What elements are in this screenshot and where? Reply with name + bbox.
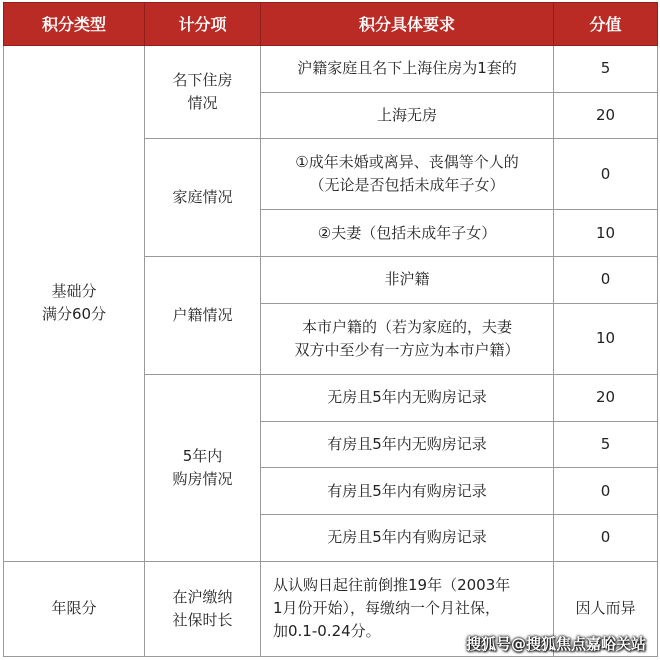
requirement-line1: ①成年未婚或离异、丧偶等个人的	[295, 153, 519, 172]
header-type: 积分类型	[4, 3, 145, 46]
requirement-cell: 沪籍家庭且名下上海住房为1套的	[261, 46, 554, 93]
type-basic	[4, 46, 145, 562]
requirement-cell: 上海无房	[261, 92, 554, 139]
item-purchase-line2: 购房情况	[172, 469, 233, 488]
header-requirement: 积分具体要求	[261, 3, 554, 46]
requirement-cell: 无房且5年内有购房记录	[261, 514, 554, 561]
type-basic-line2: 满分60分	[41, 305, 107, 324]
requirement-cell: 非沪籍	[261, 257, 554, 304]
item-housing-line1: 名下住房	[172, 71, 233, 90]
item-housing	[145, 46, 261, 139]
points-table	[3, 2, 658, 657]
score-cell: 5	[554, 46, 658, 93]
score-cell: 20	[554, 92, 658, 139]
requirement-cell	[261, 139, 554, 210]
item-purchase-line1: 5年内	[182, 446, 223, 465]
header-row	[4, 3, 658, 46]
score-cell: 10	[554, 210, 658, 257]
score-cell: 0	[554, 514, 658, 561]
item-housing-line2: 情况	[187, 94, 218, 113]
score-cell: 10	[554, 303, 658, 374]
score-cell: 0	[554, 139, 658, 210]
requirement-cell: 无房且5年内无购房记录	[261, 374, 554, 421]
score-cell: 20	[554, 374, 658, 421]
requirement-line1: 从认购日起往前倒推19年（2003年	[273, 576, 511, 595]
watermark: 搜狐号@搜狐焦点嘉峪关站	[465, 635, 646, 653]
score-cell: 0	[554, 468, 658, 515]
item-hukou: 户籍情况	[145, 257, 261, 375]
score-cell: 因人而异	[554, 561, 658, 656]
requirement-line3: 加0.1-0.24分。	[273, 622, 381, 641]
item-si-line2: 社保时长	[172, 610, 233, 629]
item-si-line1: 在沪缴纳	[172, 587, 233, 606]
type-years: 年限分	[4, 561, 145, 656]
item-family: 家庭情况	[145, 139, 261, 257]
requirement-cell: 有房且5年内有购房记录	[261, 468, 554, 515]
item-social-insurance	[145, 561, 261, 656]
score-cell: 0	[554, 257, 658, 304]
header-item: 计分项	[145, 3, 261, 46]
item-purchase	[145, 374, 261, 561]
requirement-line2: 双方中至少有一方应为本市户籍）	[294, 340, 520, 359]
table-row	[4, 46, 658, 93]
requirement-cell: ②夫妻（包括未成年子女）	[261, 210, 554, 257]
requirement-line2: （无论是否包括未成年子女）	[309, 176, 505, 195]
header-score: 分值	[554, 3, 658, 46]
type-basic-line1: 基础分	[51, 282, 97, 301]
requirement-cell: 有房且5年内无购房记录	[261, 421, 554, 468]
score-cell: 5	[554, 421, 658, 468]
requirement-line2: 1月份开始），每缴纳一个月社保，	[273, 599, 501, 618]
requirement-cell	[261, 303, 554, 374]
requirement-line1: 本市户籍的（若为家庭的，夫妻	[301, 317, 512, 336]
